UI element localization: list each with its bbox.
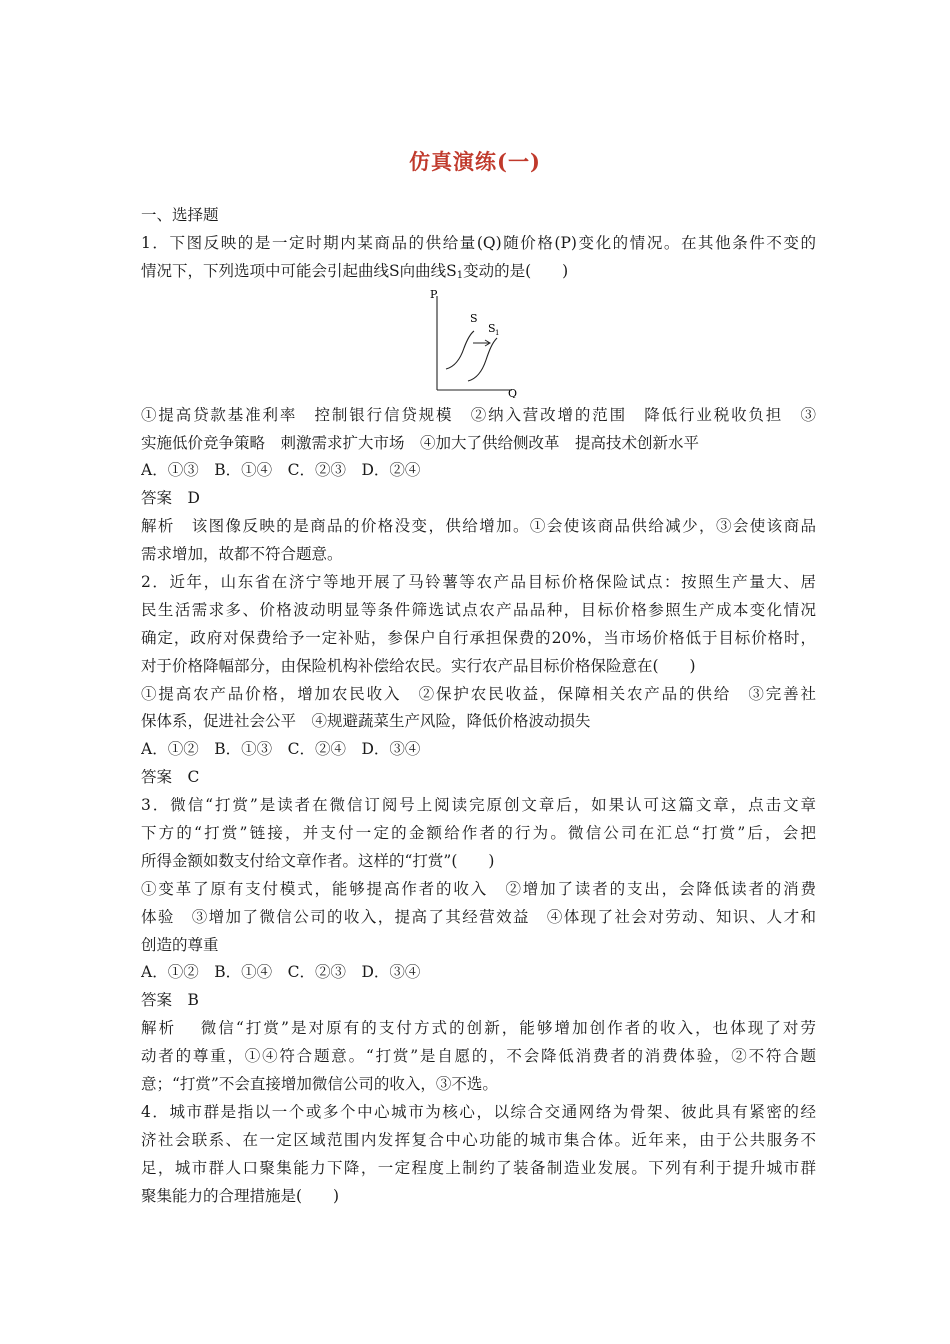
page-title: 仿真演练(一) <box>409 149 541 174</box>
q3-analysis-line-3: 意；“打赏”不会直接增加微信公司的收入，③不选。 <box>141 1075 498 1094</box>
q2-answer: 答案 C <box>141 768 200 787</box>
q1-stem-line-2 <box>141 258 816 286</box>
q1-stem-line-1: 1．下图反映的是一定时期内某商品的供给量(Q)随价格(P)变化的情况。在其他条件不变的 <box>141 233 816 252</box>
q3-choices: A．①② B．①④ C．②③ D．③④ <box>141 963 421 982</box>
q2-options-line-1: ①提高农产品价格，增加农民收入 ②保护农民收益，保障相关农产品的供给 ③完善社 <box>141 684 816 703</box>
q1-choices: A．①③ B．①④ C．②③ D．②④ <box>141 461 421 480</box>
q3-analysis-line-1: 解析 微信“打赏”是对原有的支付方式的创新，能够增加创作者的收入，也体现了对劳 <box>141 1019 816 1038</box>
q3-options-line-2: 体验 ③增加了微信公司的收入，提高了其经营效益 ④体现了社会对劳动、知识、人才和 <box>141 907 816 926</box>
q2-stem-line-3: 确定，政府对保费给予一定补贴，参保户自行承担保费的20%，当市场价格低于目标价格时， <box>141 628 816 647</box>
q1-stem-text-a: 情况下，下列选项中可能会引起曲线S向曲线S <box>141 261 457 280</box>
q4-stem-line-1: 4．城市群是指以一个或多个中心城市为核心，以综合交通网络为骨架、彼此具有紧密的经 <box>141 1102 816 1121</box>
curve-s1 <box>468 338 497 381</box>
q1-options-line-2: 实施低价竞争策略 刺激需求扩大市场 ④加大了供给侧改革 提高技术创新水平 <box>141 433 700 452</box>
q1-options-line-1: ①提高贷款基准利率 控制银行信贷规模 ②纳入营改增的范围 降低行业税收负担 ③ <box>141 405 816 424</box>
q1-analysis-line-1: 解析 该图像反映的是商品的价格没变，供给增加。①会使该商品供给减少，③会使该商品 <box>141 517 816 536</box>
q1-stem-text-b: 变动的是( ) <box>463 261 569 280</box>
q2-options-line-2: 保体系，促进社会公平 ④规避蔬菜生产风险，降低价格波动损失 <box>141 712 591 731</box>
p-axis-label: P <box>430 289 438 301</box>
q1-answer: 答案 D <box>141 489 200 508</box>
q2-stem-line-1: 2．近年，山东省在济宁等地开展了马铃薯等农产品目标价格保险试点：按照生产量大、居 <box>141 573 816 592</box>
supply-curve-graph <box>141 286 816 402</box>
curve-s1-subscript: 1 <box>495 328 500 337</box>
q1-stem-subscript: 1 <box>456 269 464 281</box>
q2-choices: A．①② B．①③ C．②④ D．③④ <box>141 740 421 759</box>
section-heading: 一、选择题 <box>141 206 219 224</box>
q4-stem-line-2: 济社会联系、在一定区域范围内发挥复合中心功能的城市集合体。近年来，由于公共服务不 <box>141 1130 816 1149</box>
supply-graph-svg <box>426 290 526 398</box>
q3-stem-line-3: 所得金额如数支付给文章作者。这样的“打赏”( ) <box>141 851 495 870</box>
q4-stem-line-3: 足，城市群人口聚集能力下降，一定程度上制约了装备制造业发展。下列有利于提升城市群 <box>141 1158 816 1177</box>
curve-s-label: S <box>470 311 478 325</box>
q2-stem-line-2: 民生活需求多、价格波动明显等条件筛选试点农产品品种，目标价格参照生产成本变化情况 <box>141 600 816 619</box>
curve-s1-label: S <box>488 321 496 335</box>
curve-s <box>446 331 474 369</box>
q3-answer: 答案 B <box>141 991 199 1010</box>
q2-stem-line-4: 对于价格降幅部分，由保险机构补偿给农民。实行农产品目标价格保险意在( ) <box>141 656 696 675</box>
q3-options-line-1: ①变革了原有支付模式，能够提高作者的收入 ②增加了读者的支出，会降低读者的消费 <box>141 879 816 898</box>
q1-analysis-line-2: 需求增加，故都不符合题意。 <box>141 545 343 564</box>
q3-stem-line-1: 3．微信“打赏”是读者在微信订阅号上阅读完原创文章后，如果认可这篇文章，点击文章 <box>141 796 816 815</box>
q3-stem-line-2: 下方的“打赏”链接，并支付一定的金额给作者的行为。微信公司在汇总“打赏”后，会把 <box>141 824 816 843</box>
q-axis-label: Q <box>508 386 518 398</box>
q4-stem-line-4: 聚集能力的合理措施是( ) <box>141 1186 340 1205</box>
q3-analysis-line-2: 动者的尊重，①④符合题意。“打赏”是自愿的，不会降低消费者的消费体验，②不符合题 <box>141 1047 816 1066</box>
q3-options-line-3: 创造的尊重 <box>141 935 219 954</box>
document-body <box>141 202 816 1211</box>
